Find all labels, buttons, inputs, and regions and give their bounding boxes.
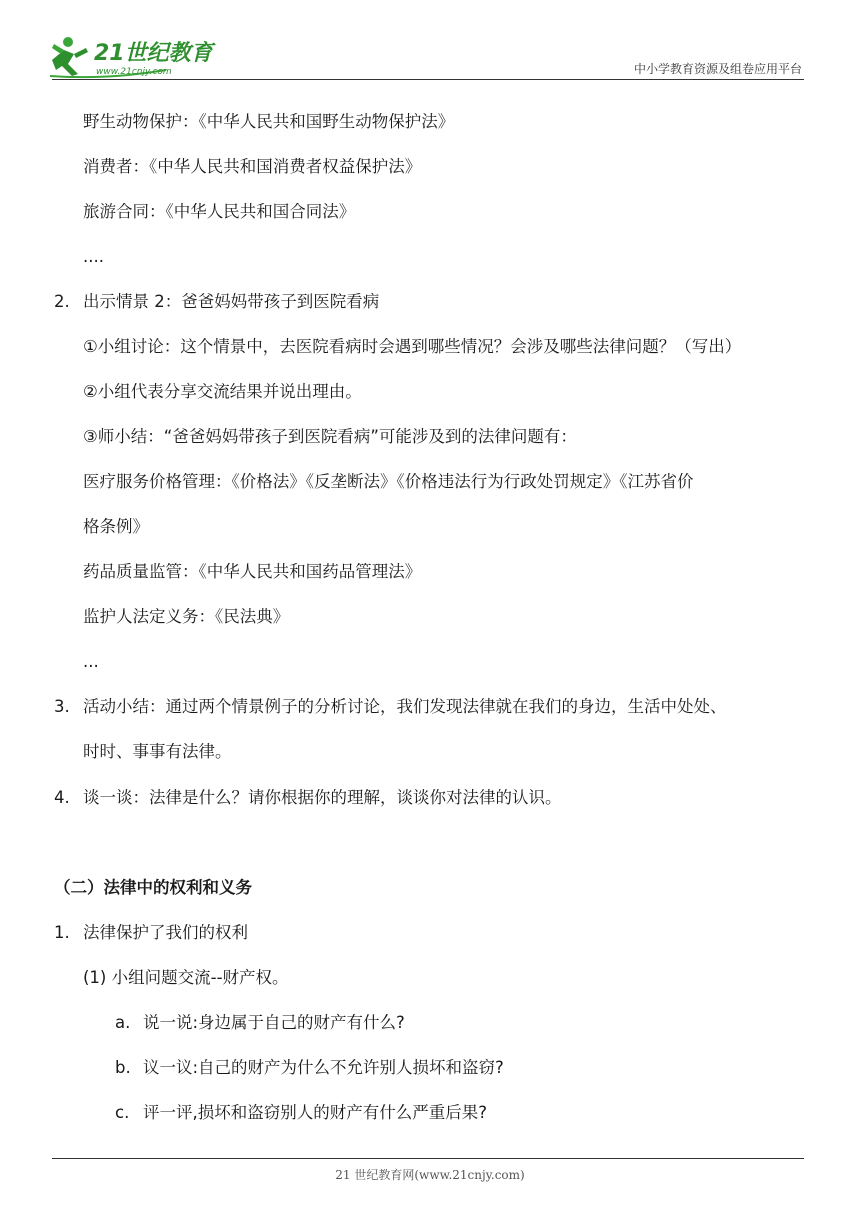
- text-line: ....: [83, 247, 104, 266]
- text-line: 出示情景 2：爸爸妈妈带孩子到医院看病: [83, 292, 380, 311]
- svg-text:www.21cnjy.com: www.21cnjy.com: [96, 67, 172, 77]
- text-line: 医疗服务价格管理：《价格法》《反垄断法》《价格违法行为行政处罚规定》《江苏省价: [83, 472, 694, 491]
- text-line: 药品质量监管：《中华人民共和国药品管理法》: [83, 562, 422, 581]
- text-line: 野生动物保护：《中华人民共和国野生动物保护法》: [83, 112, 455, 131]
- text-line: ...: [83, 652, 99, 671]
- svg-text:21世纪教育: 21世纪教育: [94, 41, 213, 66]
- list-letter: c.: [115, 1103, 130, 1122]
- text-line: 谈一谈：法律是什么？请你根据你的理解，谈谈你对法律的认识。: [83, 788, 562, 807]
- site-logo: [46, 30, 221, 82]
- platform-label: 中小学教育资源及组卷应用平台: [633, 62, 802, 76]
- list-number: 4.: [54, 788, 70, 807]
- text-line: 监护人法定义务：《民法典》: [83, 607, 290, 626]
- text-line: 时时、事事有法律。: [83, 742, 232, 761]
- footer-text: 21 世纪教育网(www.21cnjy.com): [335, 1168, 525, 1182]
- text-line: 活动小结：通过两个情景例子的分析讨论，我们发现法律就在我们的身边，生活中处处、: [83, 697, 727, 716]
- text-line: 评一评,损坏和盗窃别人的财产有什么严重后果?: [143, 1103, 488, 1122]
- text-line: 议一议:自己的财产为什么不允许别人损坏和盗窃?: [143, 1058, 504, 1077]
- text-line: (1) 小组问题交流--财产权。: [83, 968, 289, 987]
- text-line: 法律保护了我们的权利: [83, 923, 248, 942]
- section-heading: （二）法律中的权利和义务: [54, 878, 252, 897]
- list-number: 2.: [54, 292, 70, 311]
- footer-divider: [52, 1158, 804, 1159]
- text-line: ①小组讨论：这个情景中，去医院看病时会遇到哪些情况？会涉及哪些法律问题？（写出）: [83, 337, 742, 356]
- text-line: ③师小结：“爸爸妈妈带孩子到医院看病”可能涉及到的法律问题有：: [83, 427, 577, 446]
- text-line: 消费者：《中华人民共和国消费者权益保护法》: [83, 157, 422, 176]
- text-line: 格条例》: [83, 517, 149, 536]
- list-letter: b.: [115, 1058, 131, 1077]
- text-line: 说一说:身边属于自己的财产有什么?: [143, 1013, 405, 1032]
- list-number: 1.: [54, 923, 70, 942]
- header-divider: [52, 79, 804, 80]
- text-line: ②小组代表分享交流结果并说出理由。: [83, 382, 362, 401]
- text-line: 旅游合同：《中华人民共和国合同法》: [83, 202, 356, 221]
- list-number: 3.: [54, 697, 70, 716]
- list-letter: a.: [115, 1013, 131, 1032]
